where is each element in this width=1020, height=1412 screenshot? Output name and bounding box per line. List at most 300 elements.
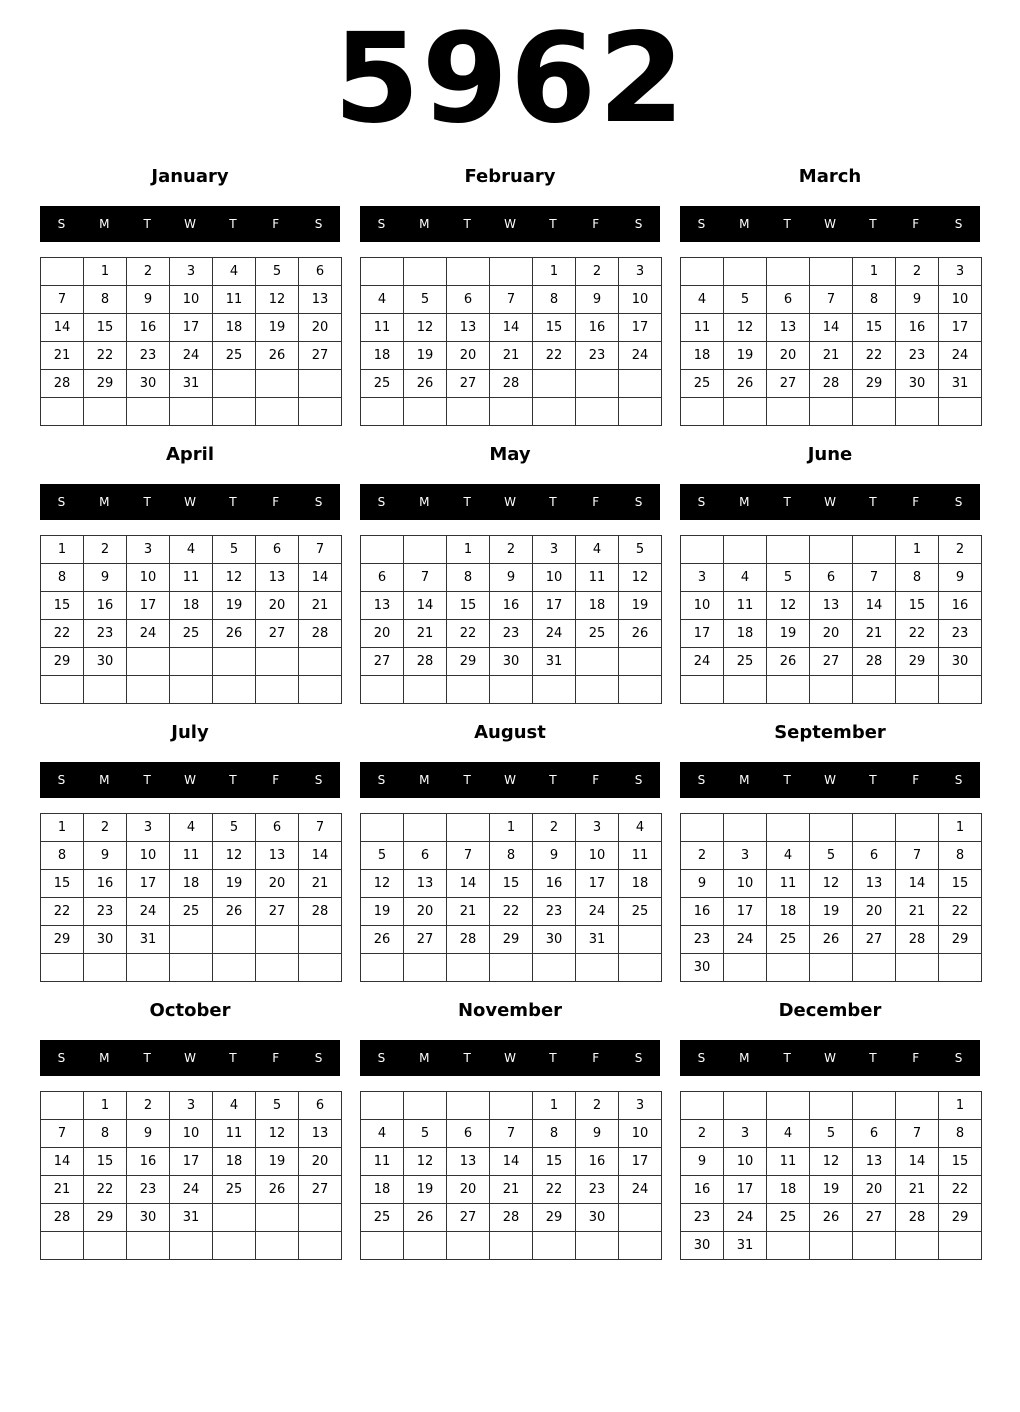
month-name: May: [489, 444, 531, 465]
day-cell: 26: [256, 342, 299, 370]
week-row: [41, 926, 342, 954]
day-cell: 10: [619, 1120, 662, 1148]
day-cell: [256, 398, 299, 426]
week-row: [41, 536, 342, 564]
day-cell: 8: [84, 286, 127, 314]
day-cell: 3: [619, 258, 662, 286]
day-cell: [447, 954, 490, 982]
day-cell: 1: [41, 814, 84, 842]
day-cell: [404, 954, 447, 982]
day-cell: 28: [447, 926, 490, 954]
day-cell: 9: [939, 564, 982, 592]
day-cell: 24: [127, 620, 170, 648]
day-cell: 30: [127, 1204, 170, 1232]
weekday-label: S: [57, 217, 66, 231]
day-cell: 15: [533, 1148, 576, 1176]
week-row: [361, 620, 662, 648]
day-cell: 17: [170, 1148, 213, 1176]
day-cell: 27: [361, 648, 404, 676]
day-cell: 26: [361, 926, 404, 954]
day-cell: [404, 676, 447, 704]
day-cell: [681, 398, 724, 426]
day-cell: 31: [533, 648, 576, 676]
day-cell: [256, 1204, 299, 1232]
day-cell: 15: [84, 1148, 127, 1176]
day-cell: 14: [853, 592, 896, 620]
day-cell: 9: [84, 564, 127, 592]
day-cell: 4: [619, 814, 662, 842]
day-cell: 30: [939, 648, 982, 676]
month-name: February: [464, 166, 556, 187]
day-cell: 15: [939, 1148, 982, 1176]
day-cell: [490, 954, 533, 982]
week-row: [361, 870, 662, 898]
day-cell: 24: [533, 620, 576, 648]
day-cell: [213, 926, 256, 954]
day-grid: [360, 813, 662, 982]
day-cell: [447, 258, 490, 286]
day-cell: 14: [41, 314, 84, 342]
week-row: [681, 648, 982, 676]
weekday-label: T: [549, 773, 557, 787]
weekday-label: F: [272, 217, 280, 231]
weekday-header: [40, 1040, 340, 1076]
day-cell: 11: [767, 1148, 810, 1176]
month-october: [40, 994, 340, 1272]
day-cell: 7: [490, 286, 533, 314]
day-cell: 12: [810, 1148, 853, 1176]
weekday-label: F: [912, 495, 920, 509]
weekday-label: S: [377, 773, 386, 787]
day-cell: 18: [361, 1176, 404, 1204]
day-cell: 30: [84, 926, 127, 954]
day-cell: 4: [767, 1120, 810, 1148]
day-cell: 6: [447, 1120, 490, 1148]
day-cell: 25: [724, 648, 767, 676]
day-cell: 15: [84, 314, 127, 342]
day-cell: 23: [576, 1176, 619, 1204]
day-cell: 17: [681, 620, 724, 648]
day-cell: [896, 1092, 939, 1120]
weekday-label: W: [504, 217, 516, 231]
day-cell: 24: [619, 342, 662, 370]
day-cell: 30: [84, 648, 127, 676]
day-cell: 7: [490, 1120, 533, 1148]
week-row: [681, 1092, 982, 1120]
day-cell: 13: [299, 1120, 342, 1148]
day-grid: [360, 535, 662, 704]
week-row: [361, 1120, 662, 1148]
day-cell: 23: [490, 620, 533, 648]
day-cell: 9: [533, 842, 576, 870]
day-cell: 13: [361, 592, 404, 620]
day-cell: [939, 676, 982, 704]
day-cell: [724, 814, 767, 842]
day-cell: 5: [213, 814, 256, 842]
day-cell: [724, 676, 767, 704]
day-cell: 12: [619, 564, 662, 592]
day-cell: [767, 398, 810, 426]
day-cell: [533, 1232, 576, 1260]
weekday-label: M: [99, 773, 110, 787]
day-cell: 25: [619, 898, 662, 926]
day-cell: 17: [619, 314, 662, 342]
day-cell: 13: [447, 1148, 490, 1176]
day-cell: 29: [447, 648, 490, 676]
day-cell: 21: [299, 592, 342, 620]
week-row: [41, 898, 342, 926]
day-cell: 5: [256, 1092, 299, 1120]
day-cell: 18: [767, 1176, 810, 1204]
week-row: [41, 1232, 342, 1260]
day-cell: 9: [127, 286, 170, 314]
day-cell: [724, 1092, 767, 1120]
weekday-label: S: [697, 1051, 706, 1065]
day-cell: 1: [853, 258, 896, 286]
day-cell: 8: [853, 286, 896, 314]
weekday-label: T: [869, 1051, 877, 1065]
day-cell: 7: [896, 1120, 939, 1148]
week-row: [361, 370, 662, 398]
day-cell: 8: [939, 842, 982, 870]
day-cell: [361, 1232, 404, 1260]
week-row: [681, 536, 982, 564]
day-cell: [404, 814, 447, 842]
day-cell: [447, 398, 490, 426]
day-grid: [40, 1091, 342, 1260]
day-cell: 29: [939, 1204, 982, 1232]
week-row: [361, 1176, 662, 1204]
day-cell: [256, 1232, 299, 1260]
day-cell: [41, 1092, 84, 1120]
day-cell: 27: [256, 620, 299, 648]
day-cell: 10: [127, 564, 170, 592]
day-cell: 17: [170, 314, 213, 342]
day-cell: [299, 1232, 342, 1260]
day-cell: 22: [84, 1176, 127, 1204]
day-cell: 22: [533, 1176, 576, 1204]
day-cell: 2: [576, 1092, 619, 1120]
day-cell: [767, 676, 810, 704]
day-cell: [939, 1232, 982, 1260]
weekday-label: F: [272, 773, 280, 787]
weekday-label: F: [592, 1051, 600, 1065]
day-cell: 7: [299, 536, 342, 564]
day-cell: 29: [41, 926, 84, 954]
day-cell: 28: [41, 1204, 84, 1232]
weekday-header: [680, 206, 980, 242]
day-cell: 2: [576, 258, 619, 286]
day-cell: [127, 398, 170, 426]
day-cell: 13: [256, 564, 299, 592]
day-cell: 7: [447, 842, 490, 870]
day-cell: 11: [170, 564, 213, 592]
day-cell: [213, 648, 256, 676]
day-cell: [299, 676, 342, 704]
week-row: [41, 1092, 342, 1120]
day-cell: 18: [576, 592, 619, 620]
day-cell: 26: [810, 926, 853, 954]
day-cell: 23: [576, 342, 619, 370]
day-cell: 23: [127, 342, 170, 370]
day-cell: 21: [447, 898, 490, 926]
day-cell: 6: [767, 286, 810, 314]
day-cell: 28: [299, 898, 342, 926]
week-row: [361, 592, 662, 620]
week-row: [361, 926, 662, 954]
day-cell: [619, 648, 662, 676]
day-cell: 10: [576, 842, 619, 870]
month-march: [680, 160, 980, 438]
day-cell: [490, 398, 533, 426]
week-row: [681, 370, 982, 398]
weekday-label: W: [184, 217, 196, 231]
day-cell: [127, 648, 170, 676]
weekday-label: W: [824, 773, 836, 787]
day-cell: 8: [896, 564, 939, 592]
day-cell: 10: [681, 592, 724, 620]
day-cell: [896, 398, 939, 426]
day-cell: [170, 1232, 213, 1260]
day-cell: [490, 258, 533, 286]
day-cell: [41, 676, 84, 704]
weekday-label: S: [634, 773, 643, 787]
day-cell: 20: [447, 342, 490, 370]
month-january: [40, 160, 340, 438]
weekday-label: F: [272, 495, 280, 509]
day-cell: [404, 536, 447, 564]
day-cell: 25: [576, 620, 619, 648]
day-cell: [41, 1232, 84, 1260]
day-cell: 22: [533, 342, 576, 370]
day-cell: [767, 954, 810, 982]
day-cell: 8: [447, 564, 490, 592]
day-cell: 26: [404, 370, 447, 398]
day-cell: 17: [724, 1176, 767, 1204]
day-cell: [213, 676, 256, 704]
day-cell: 11: [681, 314, 724, 342]
week-row: [41, 370, 342, 398]
weekday-header: [40, 206, 340, 242]
week-row: [41, 648, 342, 676]
week-row: [681, 258, 982, 286]
day-cell: 1: [41, 536, 84, 564]
weekday-label: M: [419, 217, 430, 231]
week-row: [41, 258, 342, 286]
week-row: [361, 398, 662, 426]
day-cell: 25: [681, 370, 724, 398]
day-cell: 31: [170, 370, 213, 398]
weekday-label: M: [739, 773, 750, 787]
weekday-label: W: [824, 1051, 836, 1065]
day-cell: 3: [619, 1092, 662, 1120]
day-cell: 14: [447, 870, 490, 898]
day-cell: [896, 676, 939, 704]
day-cell: 11: [576, 564, 619, 592]
day-cell: 20: [299, 1148, 342, 1176]
day-cell: 27: [853, 926, 896, 954]
day-cell: 3: [724, 842, 767, 870]
day-cell: 1: [490, 814, 533, 842]
day-cell: 24: [724, 1204, 767, 1232]
day-cell: [767, 1232, 810, 1260]
week-row: [41, 1148, 342, 1176]
day-cell: [853, 1232, 896, 1260]
weekday-label: S: [57, 495, 66, 509]
day-cell: 4: [361, 1120, 404, 1148]
month-september: [680, 716, 980, 994]
day-cell: [361, 676, 404, 704]
weekday-label: S: [954, 495, 963, 509]
day-cell: 23: [84, 898, 127, 926]
day-cell: [681, 536, 724, 564]
day-cell: [84, 676, 127, 704]
day-cell: 19: [256, 314, 299, 342]
week-row: [361, 314, 662, 342]
day-cell: 9: [490, 564, 533, 592]
day-cell: 6: [853, 1120, 896, 1148]
weekday-header: [360, 484, 660, 520]
day-cell: 26: [767, 648, 810, 676]
day-cell: 16: [490, 592, 533, 620]
day-cell: 18: [213, 314, 256, 342]
day-cell: [361, 258, 404, 286]
week-row: [41, 842, 342, 870]
day-cell: 15: [490, 870, 533, 898]
week-row: [361, 814, 662, 842]
day-cell: 9: [576, 1120, 619, 1148]
weekday-header: [360, 762, 660, 798]
day-cell: [724, 398, 767, 426]
weekday-label: S: [697, 495, 706, 509]
day-cell: 14: [404, 592, 447, 620]
day-cell: 3: [533, 536, 576, 564]
week-row: [361, 536, 662, 564]
day-cell: 16: [84, 592, 127, 620]
day-cell: [84, 398, 127, 426]
weekday-label: M: [99, 217, 110, 231]
day-cell: 29: [939, 926, 982, 954]
day-cell: 9: [576, 286, 619, 314]
day-cell: [490, 1232, 533, 1260]
day-cell: 25: [361, 370, 404, 398]
day-cell: 6: [447, 286, 490, 314]
week-row: [361, 1204, 662, 1232]
day-cell: 23: [127, 1176, 170, 1204]
day-cell: 31: [127, 926, 170, 954]
week-row: [361, 676, 662, 704]
day-cell: 17: [127, 592, 170, 620]
week-row: [681, 592, 982, 620]
day-cell: 22: [84, 342, 127, 370]
day-cell: 14: [41, 1148, 84, 1176]
day-cell: [404, 398, 447, 426]
week-row: [41, 676, 342, 704]
day-cell: 1: [533, 1092, 576, 1120]
day-cell: 19: [404, 342, 447, 370]
day-cell: 13: [810, 592, 853, 620]
month-december: [680, 994, 980, 1272]
day-cell: 31: [576, 926, 619, 954]
week-row: [361, 648, 662, 676]
weekday-label: M: [419, 495, 430, 509]
day-cell: 20: [447, 1176, 490, 1204]
day-cell: [724, 536, 767, 564]
day-cell: 16: [84, 870, 127, 898]
month-august: [360, 716, 660, 994]
day-cell: [41, 398, 84, 426]
day-cell: 11: [170, 842, 213, 870]
weekday-label: T: [869, 773, 877, 787]
day-cell: 12: [361, 870, 404, 898]
day-cell: 23: [896, 342, 939, 370]
day-cell: [213, 1204, 256, 1232]
weekday-label: T: [783, 217, 791, 231]
weekday-label: S: [697, 773, 706, 787]
weekday-label: W: [504, 495, 516, 509]
day-cell: 25: [170, 898, 213, 926]
day-cell: 16: [681, 1176, 724, 1204]
week-row: [41, 592, 342, 620]
day-cell: 20: [299, 314, 342, 342]
day-cell: 4: [361, 286, 404, 314]
weekday-label: F: [912, 773, 920, 787]
day-cell: [447, 1232, 490, 1260]
weekday-header: [40, 762, 340, 798]
weekday-label: F: [272, 1051, 280, 1065]
day-cell: 26: [724, 370, 767, 398]
day-cell: 24: [576, 898, 619, 926]
day-cell: 16: [533, 870, 576, 898]
day-cell: 30: [490, 648, 533, 676]
day-cell: 18: [619, 870, 662, 898]
day-cell: 23: [939, 620, 982, 648]
month-may: [360, 438, 660, 716]
day-cell: [939, 398, 982, 426]
day-cell: 20: [853, 898, 896, 926]
day-cell: 18: [170, 592, 213, 620]
day-cell: 21: [490, 342, 533, 370]
day-cell: [853, 536, 896, 564]
day-cell: [533, 676, 576, 704]
weekday-label: F: [592, 217, 600, 231]
weekday-label: T: [229, 217, 237, 231]
day-cell: 12: [724, 314, 767, 342]
day-cell: [299, 926, 342, 954]
day-cell: 6: [256, 814, 299, 842]
day-cell: 22: [853, 342, 896, 370]
weekday-header: [40, 484, 340, 520]
day-cell: [576, 398, 619, 426]
day-cell: [404, 1092, 447, 1120]
day-cell: 31: [939, 370, 982, 398]
day-cell: 5: [619, 536, 662, 564]
day-cell: 7: [404, 564, 447, 592]
day-cell: [619, 926, 662, 954]
day-cell: 26: [256, 1176, 299, 1204]
day-cell: 29: [533, 1204, 576, 1232]
weekday-label: M: [99, 1051, 110, 1065]
day-cell: 2: [681, 842, 724, 870]
day-cell: 30: [681, 1232, 724, 1260]
day-cell: [361, 954, 404, 982]
day-cell: 7: [41, 286, 84, 314]
weekday-label: S: [954, 773, 963, 787]
day-cell: [447, 1092, 490, 1120]
day-cell: [853, 676, 896, 704]
week-row: [41, 1204, 342, 1232]
week-row: [681, 286, 982, 314]
